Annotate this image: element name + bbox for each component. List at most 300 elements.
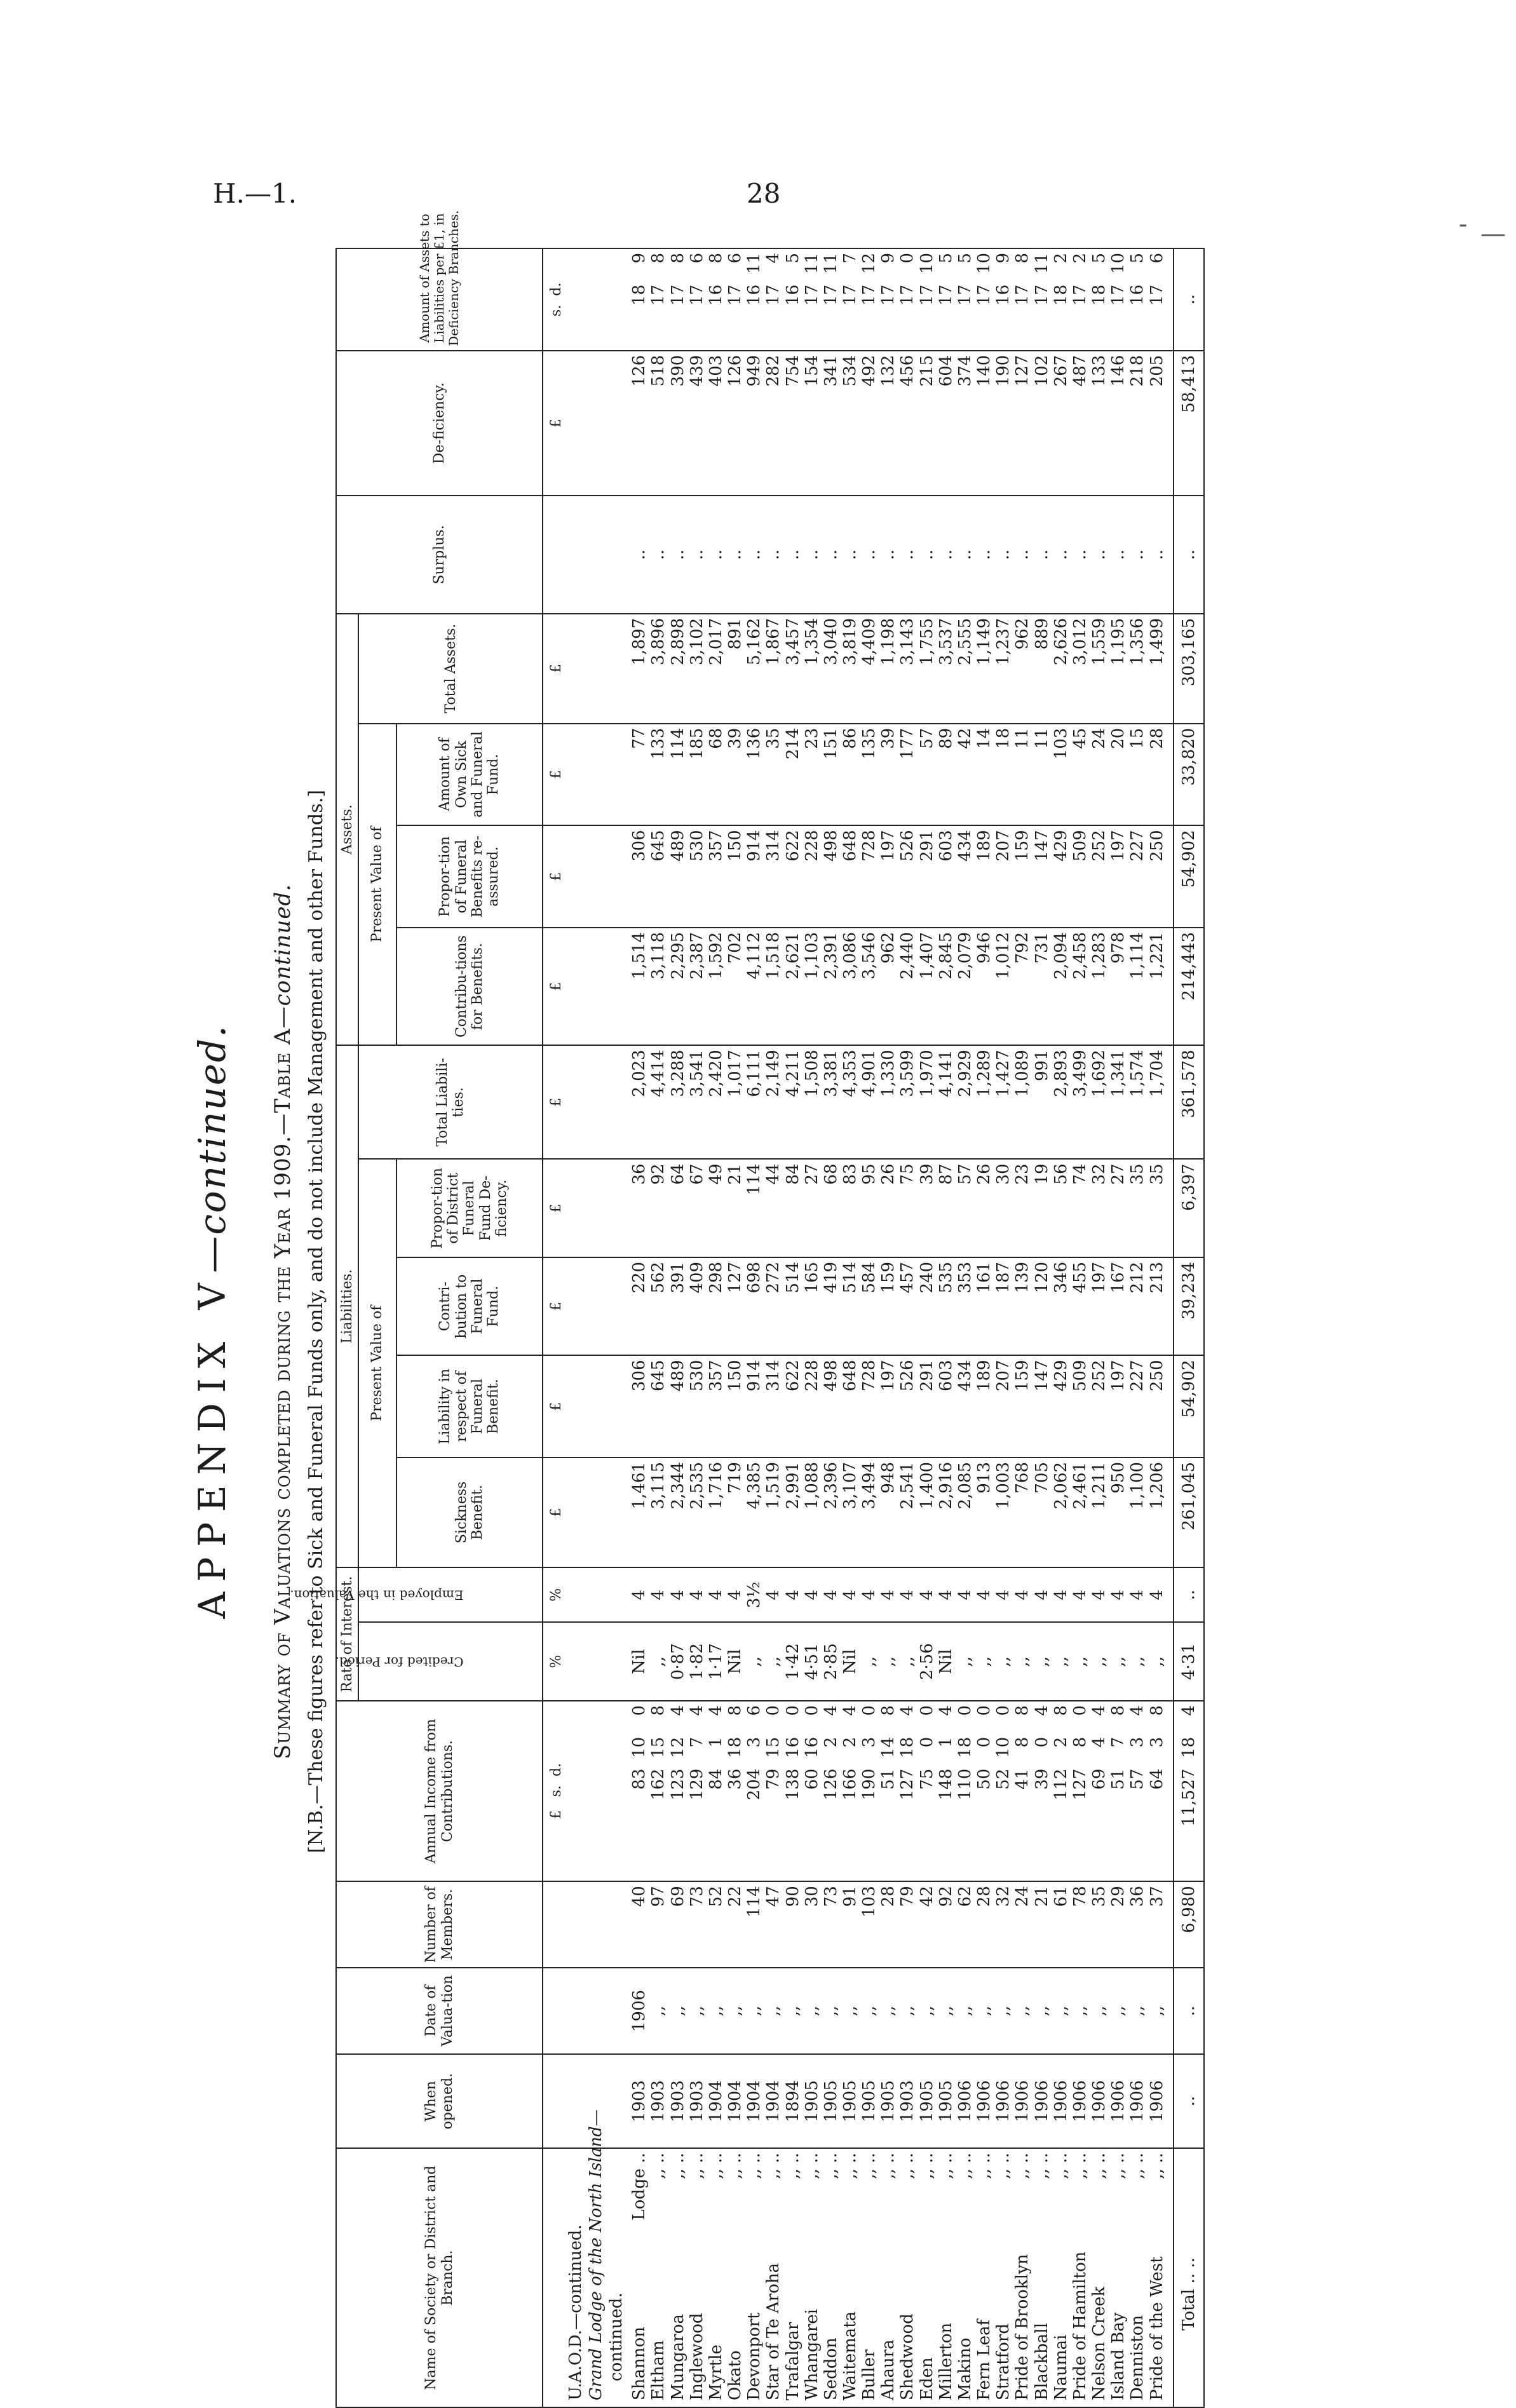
opened: 1903 <box>668 2054 687 2148</box>
surplus: .. <box>917 496 937 613</box>
prop-funeral: 314 <box>764 825 783 928</box>
contrib-funeral: 212 <box>1128 1257 1147 1355</box>
date: ,, <box>879 1968 898 2054</box>
contributions: 731 <box>1032 928 1052 1045</box>
per-pence: 9 <box>630 253 649 264</box>
total-assets: 3,143 <box>898 614 917 724</box>
own-fund: 177 <box>898 724 917 826</box>
income-pence: 8 <box>879 1705 898 1716</box>
income-pence: 4 <box>706 1705 726 1716</box>
credited: Nil <box>841 1622 860 1701</box>
date: ,, <box>822 1968 841 2054</box>
branch-ditto: ,, .. <box>994 2153 1013 2179</box>
credited: 2·56 <box>917 1622 937 1701</box>
employed: 4 <box>898 1567 917 1622</box>
branch-ditto: ,, .. <box>936 2153 956 2179</box>
contributions: 2,295 <box>668 928 687 1045</box>
contrib-funeral: 346 <box>1052 1257 1071 1355</box>
total-liab: 6,111 <box>745 1045 764 1159</box>
own-fund: 24 <box>1090 724 1109 826</box>
income-shillings: 2 <box>841 1736 860 1748</box>
assets-per-pound <box>687 248 707 351</box>
rotated-table-page <box>191 210 1233 2408</box>
prop-funeral: 434 <box>956 825 975 928</box>
col-proportion-funeral: Propor-tion of Funeral Benefits re-assured. <box>396 825 543 928</box>
branch-ditto: ,, .. <box>649 2153 668 2179</box>
branch-ditto: ,, .. <box>955 2153 975 2179</box>
credited: ,, <box>1090 1622 1109 1701</box>
per-pence: 9 <box>879 253 898 264</box>
table-row <box>668 248 687 2407</box>
branch-label: Nelson Creek <box>1090 2286 1109 2400</box>
table-row <box>707 248 726 2407</box>
total-liab: 1,341 <box>1109 1045 1128 1159</box>
income-shillings: 1 <box>936 1736 956 1748</box>
unit-pct: % <box>543 1622 565 1701</box>
assets-per-pound <box>668 248 687 351</box>
col-members: Number of Members. <box>336 1881 543 1968</box>
annual-income <box>1109 1701 1128 1881</box>
table-row <box>822 248 841 2407</box>
annual-income <box>879 1701 898 1881</box>
unit-pound: £ <box>543 928 565 1045</box>
liab-funeral: 357 <box>707 1355 726 1458</box>
surplus: .. <box>1071 496 1090 613</box>
annual-income <box>822 1701 841 1881</box>
annual-income <box>917 1701 937 1881</box>
total-liab: 3,599 <box>898 1045 917 1159</box>
branch-ditto: ,, .. <box>1109 2153 1128 2179</box>
deficiency: 218 <box>1128 351 1147 496</box>
branch-label: Ahaura <box>879 2339 898 2400</box>
own-fund: 35 <box>764 724 783 826</box>
employed: 4 <box>1032 1567 1052 1622</box>
branch-label: Eden <box>917 2357 937 2400</box>
credited: 0·87 <box>668 1622 687 1701</box>
col-date-valuation: Date of Valua-tion <box>336 1968 543 2054</box>
annual-income <box>1071 1701 1090 1881</box>
date: ,, <box>956 1968 975 2054</box>
members: 22 <box>726 1881 745 1968</box>
income-pence: 0 <box>1070 1705 1090 1716</box>
income-pence: 0 <box>860 1705 879 1716</box>
annual-income <box>841 1701 860 1881</box>
income-pounds: 83 <box>630 1768 649 1790</box>
credited: ,, <box>860 1622 879 1701</box>
income-pence: 0 <box>783 1705 802 1716</box>
members: 30 <box>802 1881 822 1968</box>
sickness: 1,100 <box>1128 1458 1147 1567</box>
deficiency: 133 <box>1090 351 1109 496</box>
district-def: 36 <box>626 1159 649 1257</box>
per-pence: 8 <box>649 253 668 264</box>
branch-label: Pride of Hamilton <box>1070 2251 1090 2400</box>
prop-funeral: 291 <box>917 825 937 928</box>
credited: Nil <box>937 1622 956 1701</box>
contrib-funeral: 240 <box>917 1257 937 1355</box>
table-row <box>1128 248 1147 2407</box>
employed: 4 <box>626 1567 649 1622</box>
opened: 1894 <box>783 2054 802 2148</box>
annual-income <box>745 1701 764 1881</box>
per-pence: 10 <box>1109 253 1128 274</box>
members: 35 <box>1090 1881 1109 1968</box>
contributions: 2,387 <box>687 928 707 1045</box>
employed: 3½ <box>745 1567 764 1622</box>
contrib-funeral: 562 <box>649 1257 668 1355</box>
contributions: 1,518 <box>764 928 783 1045</box>
deficiency: 126 <box>626 351 649 496</box>
sickness: 3,494 <box>860 1458 879 1567</box>
contributions: 1,283 <box>1090 928 1109 1045</box>
income-shillings: 7 <box>1109 1736 1128 1748</box>
table-row <box>937 248 956 2407</box>
contributions: 2,621 <box>783 928 802 1045</box>
income-pounds: 138 <box>783 1768 802 1801</box>
branch-name <box>1147 2148 1174 2407</box>
total-contrib-funeral: 39,234 <box>1174 1257 1204 1355</box>
own-fund: 151 <box>822 724 841 826</box>
opened: 1905 <box>860 2054 879 2148</box>
income-shillings: 0 <box>1032 1736 1052 1748</box>
contrib-funeral: 514 <box>783 1257 802 1355</box>
opened: 1905 <box>802 2054 822 2148</box>
income-pence: 4 <box>687 1705 707 1716</box>
surplus: .. <box>626 496 649 613</box>
branch-ditto: ,, .. <box>687 2153 707 2179</box>
assets-per-pound <box>975 248 994 351</box>
total-assets: 962 <box>1013 614 1032 724</box>
credited: ,, <box>956 1622 975 1701</box>
employed: 4 <box>1090 1567 1109 1622</box>
per-shillings: 17 <box>860 284 879 306</box>
income-pence: 4 <box>821 1705 841 1716</box>
unit-pound: £ <box>543 1458 565 1567</box>
total-assets: 1,755 <box>917 614 937 724</box>
income-shillings: 3 <box>1147 1736 1167 1748</box>
own-fund: 14 <box>975 724 994 826</box>
col-liability-funeral: Liability in respect of Funeral Benefit. <box>396 1355 543 1458</box>
own-fund: 68 <box>707 724 726 826</box>
contrib-funeral: 213 <box>1147 1257 1174 1355</box>
group-row <box>565 248 585 2407</box>
employed: 4 <box>937 1567 956 1622</box>
surplus: .. <box>975 496 994 613</box>
district-def: 35 <box>1147 1159 1174 1257</box>
income-pence: 8 <box>1109 1705 1128 1716</box>
assets-per-pound <box>917 248 937 351</box>
assets-per-pound <box>994 248 1013 351</box>
date: ,, <box>1109 1968 1128 2054</box>
margin-mark: - <box>1459 210 1468 239</box>
contrib-funeral: 220 <box>626 1257 649 1355</box>
per-pence: 8 <box>1013 253 1032 264</box>
deficiency: 190 <box>994 351 1013 496</box>
branch-label: Buller <box>860 2349 879 2400</box>
liab-funeral: 526 <box>898 1355 917 1458</box>
prop-funeral: 648 <box>841 825 860 928</box>
surplus: .. <box>1090 496 1109 613</box>
liab-funeral: 603 <box>937 1355 956 1458</box>
table-row <box>687 248 707 2407</box>
sickness: 948 <box>879 1458 898 1567</box>
contrib-funeral: 127 <box>726 1257 745 1355</box>
branch-ditto: ,, .. <box>764 2153 783 2179</box>
income-shillings: 0 <box>975 1736 994 1748</box>
contrib-funeral: 120 <box>1032 1257 1052 1355</box>
surplus: .. <box>956 496 975 613</box>
sickness: 1,206 <box>1147 1458 1174 1567</box>
deficiency: 267 <box>1052 351 1071 496</box>
deficiency: 390 <box>668 351 687 496</box>
sickness: 1,003 <box>994 1458 1013 1567</box>
members: 114 <box>745 1881 764 1968</box>
date: ,, <box>802 1968 822 2054</box>
prop-funeral: 306 <box>626 825 649 928</box>
credited: ,, <box>1147 1622 1174 1701</box>
income-pence: 4 <box>668 1705 687 1716</box>
col-own-fund: Amount of Own Sick and Funeral Fund. <box>396 724 543 826</box>
date: ,, <box>860 1968 879 2054</box>
total-liab: 3,541 <box>687 1045 707 1159</box>
date: ,, <box>687 1968 707 2054</box>
branch-label: Millerton <box>936 2322 956 2400</box>
units-row <box>543 248 565 2407</box>
total-prop-funeral: 54,902 <box>1174 825 1204 928</box>
branch-name <box>1013 2148 1032 2407</box>
total-assets: 3,537 <box>937 614 956 724</box>
assets-per-pound <box>898 248 917 351</box>
branch-label: Eltham <box>649 2340 668 2400</box>
total-assets: 1,356 <box>1128 614 1147 724</box>
branch-name <box>764 2148 783 2407</box>
liab-funeral: 252 <box>1090 1355 1109 1458</box>
total-assets: 3,012 <box>1071 614 1090 724</box>
surplus: .. <box>668 496 687 613</box>
per-shillings: 17 <box>802 284 822 306</box>
prop-funeral: 489 <box>668 825 687 928</box>
col-assets-per-pound: Amount of Assets to Liabilities per £1, in Deficiency Branches. <box>336 248 543 351</box>
surplus: .. <box>1032 496 1052 613</box>
branch-ditto: ,, .. <box>1051 2153 1071 2179</box>
branch-label: Devonport <box>745 2312 764 2400</box>
income-pounds: 129 <box>687 1768 707 1801</box>
total-liab: 2,893 <box>1052 1045 1071 1159</box>
surplus: .. <box>687 496 707 613</box>
surplus: .. <box>1128 496 1147 613</box>
total-liab: 3,381 <box>822 1045 841 1159</box>
per-shillings: 16 <box>1128 284 1147 306</box>
branch-name <box>783 2148 802 2407</box>
prop-funeral: 622 <box>783 825 802 928</box>
total-per-pound: .. <box>1174 248 1204 351</box>
table-row <box>1071 248 1090 2407</box>
income-shillings: 8 <box>1070 1736 1090 1748</box>
per-shillings: 17 <box>975 284 994 306</box>
lodge-name: Grand Lodge of the North Island— <box>585 2148 606 2407</box>
opened: 1903 <box>898 2054 917 2148</box>
per-pence: 4 <box>764 253 783 264</box>
contributions: 2,391 <box>822 928 841 1045</box>
per-pence: 6 <box>687 253 707 264</box>
table-row <box>1147 248 1174 2407</box>
employed: 4 <box>783 1567 802 1622</box>
prop-funeral: 914 <box>745 825 764 928</box>
income-shillings: 16 <box>802 1736 822 1758</box>
members: 90 <box>783 1881 802 1968</box>
branch-ditto: ,, .. <box>706 2153 726 2179</box>
unit-pound: £ <box>543 1257 565 1355</box>
total-assets: 2,626 <box>1052 614 1071 724</box>
income-pounds: 60 <box>802 1768 822 1790</box>
opened: 1906 <box>1052 2054 1071 2148</box>
annual-income <box>994 1701 1013 1881</box>
income-pence: 8 <box>1013 1705 1032 1716</box>
branch-label: Pride of Brooklyn <box>1013 2254 1032 2400</box>
income-pence: 0 <box>917 1705 937 1716</box>
deficiency: 146 <box>1109 351 1128 496</box>
contributions: 1,592 <box>707 928 726 1045</box>
annual-income <box>1013 1701 1032 1881</box>
total-sickness: 261,045 <box>1174 1458 1204 1567</box>
prop-funeral: 252 <box>1090 825 1109 928</box>
annual-income <box>937 1701 956 1881</box>
income-shillings: 18 <box>898 1736 917 1758</box>
col-contributions-benefits: Contribu-tions for Benefits. <box>396 928 543 1045</box>
annual-income <box>1128 1701 1147 1881</box>
total-liab: 2,929 <box>956 1045 975 1159</box>
prop-funeral: 728 <box>860 825 879 928</box>
sickness: 2,916 <box>937 1458 956 1567</box>
opened: 1906 <box>1032 2054 1052 2148</box>
credited: ,, <box>1013 1622 1032 1701</box>
per-shillings: 17 <box>879 284 898 306</box>
liab-funeral: 207 <box>994 1355 1013 1458</box>
annual-income <box>898 1701 917 1881</box>
annual-income <box>649 1701 668 1881</box>
per-shillings: 16 <box>783 284 802 306</box>
unit-pound: £ <box>543 1355 565 1458</box>
col-total-assets: Total Assets. <box>358 614 543 724</box>
sickness: 950 <box>1109 1458 1128 1567</box>
income-pounds: 69 <box>1090 1768 1109 1790</box>
branch-ditto: Lodge .. <box>630 2153 649 2221</box>
district-def: 92 <box>649 1159 668 1257</box>
district-def: 95 <box>860 1159 879 1257</box>
district-def: 84 <box>783 1159 802 1257</box>
own-fund: 42 <box>956 724 975 826</box>
per-shillings: 18 <box>1090 284 1109 306</box>
unit-lsd: £ s. d. <box>543 1701 565 1881</box>
contrib-funeral: 161 <box>975 1257 994 1355</box>
sickness: 1,716 <box>707 1458 726 1567</box>
annual-income <box>626 1701 649 1881</box>
prop-funeral: 207 <box>994 825 1013 928</box>
total-liab: 4,353 <box>841 1045 860 1159</box>
assets-per-pound <box>802 248 822 351</box>
own-fund: 86 <box>841 724 860 826</box>
contributions: 978 <box>1109 928 1128 1045</box>
margin-mark: — <box>1480 219 1506 248</box>
opened: 1906 <box>1090 2054 1109 2148</box>
assets-per-pound <box>1052 248 1071 351</box>
liab-funeral: 227 <box>1128 1355 1147 1458</box>
sickness: 719 <box>726 1458 745 1567</box>
total-liab: 1,970 <box>917 1045 937 1159</box>
unit-pound: £ <box>543 614 565 724</box>
prop-funeral: 645 <box>649 825 668 928</box>
own-fund: 11 <box>1032 724 1052 826</box>
own-fund: 89 <box>937 724 956 826</box>
income-shillings: 3 <box>1128 1736 1147 1748</box>
branch-name <box>1071 2148 1090 2407</box>
total-assets: 2,555 <box>956 614 975 724</box>
table-row <box>649 248 668 2407</box>
col-pv-assets: Present Value of <box>358 724 396 1046</box>
opened: 1904 <box>707 2054 726 2148</box>
district-def: 44 <box>764 1159 783 1257</box>
nb-note: [N.B.—These figures refer to Sick and Funeral Funds only, and do not include Management and other Funds.] <box>305 790 327 1853</box>
branch-ditto: ,, .. <box>898 2153 917 2179</box>
branch-name <box>898 2148 917 2407</box>
per-shillings: 17 <box>1070 284 1090 306</box>
assets-per-pound <box>626 248 649 351</box>
per-pence: 7 <box>841 253 860 264</box>
date: ,, <box>783 1968 802 2054</box>
total-liab: 1,330 <box>879 1045 898 1159</box>
deficiency: 403 <box>707 351 726 496</box>
employed: 4 <box>879 1567 898 1622</box>
income-pounds: 166 <box>841 1768 860 1801</box>
prop-funeral: 147 <box>1032 825 1052 928</box>
assets-per-pound <box>1071 248 1090 351</box>
date: ,, <box>1013 1968 1032 2054</box>
deficiency: 282 <box>764 351 783 496</box>
members: 91 <box>841 1881 860 1968</box>
col-deficiency: De-ficiency. <box>336 351 543 496</box>
unit-pound: £ <box>543 724 565 826</box>
income-shillings: 3 <box>860 1736 879 1748</box>
members: 69 <box>668 1881 687 1968</box>
credited: 2·85 <box>822 1622 841 1701</box>
surplus: .. <box>822 496 841 613</box>
income-pounds: 64 <box>1147 1768 1167 1790</box>
annual-income <box>726 1701 745 1881</box>
members: 52 <box>707 1881 726 1968</box>
members: 21 <box>1032 1881 1052 1968</box>
total-assets: 1,499 <box>1147 614 1174 724</box>
table-row <box>783 248 802 2407</box>
members: 97 <box>649 1881 668 1968</box>
branch-name <box>1109 2148 1128 2407</box>
opened: 1905 <box>937 2054 956 2148</box>
branch-ditto: ,, .. <box>726 2153 745 2179</box>
branch-name <box>956 2148 975 2407</box>
income-pence: 0 <box>975 1705 994 1716</box>
sickness: 1,088 <box>802 1458 822 1567</box>
deficiency: 492 <box>860 351 879 496</box>
total-liab: 1,289 <box>975 1045 994 1159</box>
liab-funeral: 159 <box>1013 1355 1032 1458</box>
per-shillings: 16 <box>745 284 764 306</box>
contrib-funeral: 272 <box>764 1257 783 1355</box>
income-pounds: 190 <box>860 1768 879 1801</box>
members: 73 <box>687 1881 707 1968</box>
contributions: 2,845 <box>937 928 956 1045</box>
opened: 1903 <box>626 2054 649 2148</box>
assets-per-pound <box>1109 248 1128 351</box>
district-def: 68 <box>822 1159 841 1257</box>
